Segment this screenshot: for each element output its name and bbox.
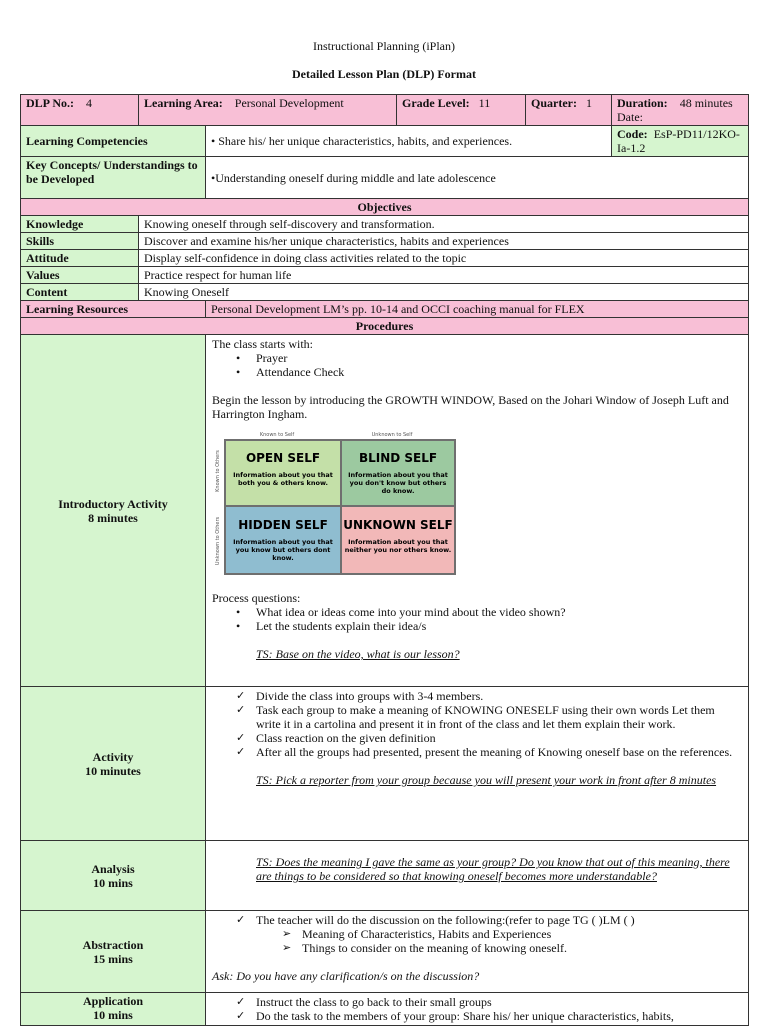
abstraction-time: 15 mins xyxy=(93,951,133,966)
hidden-self-desc-2: you know but others dont xyxy=(235,546,331,554)
blind-self-title: BLIND SELF xyxy=(358,451,438,465)
growth-window-figure xyxy=(212,429,742,577)
objectives-heading: Objectives xyxy=(21,199,749,216)
application-list xyxy=(212,995,742,1023)
key-concepts-row xyxy=(21,157,749,199)
intro-begin-text: Begin the lesson by introducing the GROWTH WINDOW, Based on the Johari Window of Joseph Luft and Harrington Ingham. xyxy=(212,393,729,421)
unknown-self-desc-2: neither you nor others know. xyxy=(344,546,452,554)
objective-row xyxy=(21,267,749,284)
objective-value: Knowing Oneself xyxy=(139,284,749,301)
application-content xyxy=(206,993,749,1026)
activity-label-cell xyxy=(21,687,206,841)
growth-window-svg xyxy=(212,429,458,577)
hidden-self-desc-3: know. xyxy=(272,554,294,562)
quarter-label: Quarter: xyxy=(531,96,577,110)
analysis-label-cell xyxy=(21,841,206,911)
learning-area-value: Personal Development xyxy=(234,96,344,110)
objective-label: Values xyxy=(21,267,139,284)
list-item: • What idea or ideas come into your mind about the video shown? xyxy=(256,605,742,619)
key-concepts-label: Key Concepts/ Understandings to be Developed xyxy=(26,158,198,186)
process-questions-label: Process questions: xyxy=(212,591,301,605)
intro-bullet-list xyxy=(212,351,742,379)
list-item: ➢ Things to consider on the meaning of knowing oneself. xyxy=(302,941,742,955)
abstraction-list xyxy=(212,913,742,927)
blind-self-desc-2: you don't know but others xyxy=(349,479,447,487)
list-item: • Attendance Check xyxy=(256,365,742,379)
list-item: ➢ Meaning of Characteristics, Habits and Experiences xyxy=(302,927,742,941)
activity-content xyxy=(206,687,749,841)
axis-unknown-to-self: Unknown to Self xyxy=(371,432,413,438)
grade-level-cell xyxy=(397,95,526,126)
analysis-time: 10 mins xyxy=(93,875,133,890)
objective-row xyxy=(21,284,749,301)
objective-value: Practice respect for human life xyxy=(139,267,749,284)
procedures-heading: Procedures xyxy=(21,318,749,335)
key-concepts-label-cell xyxy=(21,157,206,199)
dlp-no-value: 4 xyxy=(86,96,92,110)
objective-label: Knowledge xyxy=(21,216,139,233)
objective-row xyxy=(21,250,749,267)
abstraction-row xyxy=(21,911,749,993)
list-item: ✓ Instruct the class to go back to their small groups xyxy=(256,995,742,1009)
objective-value: Display self-confidence in doing class activities related to the topic xyxy=(139,250,749,267)
objective-row xyxy=(21,216,749,233)
activity-list xyxy=(212,689,742,759)
competencies-label: Learning Competencies xyxy=(26,134,148,148)
unknown-self-desc-1: Information about you that xyxy=(348,538,448,546)
application-label: Application xyxy=(82,994,143,1008)
objective-label: Attitude xyxy=(21,250,139,267)
abstraction-ask: Ask: Do you have any clarification/s on the discussion? xyxy=(212,969,480,983)
objective-row xyxy=(21,233,749,250)
application-row xyxy=(21,993,749,1026)
abstraction-sub-list xyxy=(212,927,742,955)
list-item: ✓ Do the task to the members of your group: Share his/ her unique characteristics, habits, xyxy=(256,1009,742,1023)
grade-level-label: Grade Level: xyxy=(402,96,470,110)
axis-unknown-to-others: Unknown to Others xyxy=(215,516,221,566)
learning-area-label: Learning Area: xyxy=(144,96,223,110)
intro-label: Introductory Activity xyxy=(58,496,168,511)
intro-label-cell xyxy=(21,335,206,687)
learning-area-cell xyxy=(139,95,397,126)
objective-label: Skills xyxy=(21,233,139,250)
axis-known-to-self: Known to Self xyxy=(259,432,295,438)
resources-label: Learning Resources xyxy=(21,301,206,318)
objective-label: Content xyxy=(21,284,139,301)
list-item: ✓ Task each group to make a meaning of KNOWING ONESELF using their own words Let them write it in a cartolina and present it in front of the class and let them explain their work. xyxy=(256,703,742,731)
code-cell xyxy=(612,126,749,157)
analysis-row xyxy=(21,841,749,911)
competencies-value-cell xyxy=(206,126,612,157)
quarter-cell xyxy=(526,95,612,126)
date-label: Date: xyxy=(617,110,644,124)
list-item: ✓ After all the groups had presented, present the meaning of Knowing oneself base on the references. xyxy=(256,745,742,759)
key-concepts-value: •Understanding oneself during middle and late adolescence xyxy=(211,170,496,185)
intro-row xyxy=(21,335,749,687)
analysis-content xyxy=(206,841,749,911)
open-self-desc-2: both you & others know. xyxy=(237,479,329,487)
dlp-no-cell xyxy=(21,95,139,126)
open-self-title: OPEN SELF xyxy=(245,451,321,465)
blind-self-desc-1: Information about you that xyxy=(348,471,448,479)
competencies-value: • Share his/ her unique characteristics, habits, and experiences. xyxy=(211,134,513,148)
application-time: 10 mins xyxy=(93,1008,133,1022)
info-row xyxy=(21,95,749,126)
hidden-self-desc-1: Information about you that xyxy=(233,538,333,546)
process-questions-list xyxy=(212,605,742,633)
duration-value: 48 minutes xyxy=(679,96,733,110)
objectives-heading-row xyxy=(21,199,749,216)
activity-time: 10 minutes xyxy=(85,763,141,778)
objective-value: Discover and examine his/her unique characteristics, habits and experiences xyxy=(139,233,749,250)
analysis-ts-note: TS: Does the meaning I gave the same as your group? Do you know that out of this meaning, there are things to be considered so that knowing oneself becomes more understandable? xyxy=(256,855,730,883)
open-self-desc-1: Information about you that xyxy=(233,471,333,479)
unknown-self-title: UNKNOWN SELF xyxy=(343,518,453,532)
duration-label: Duration: xyxy=(617,96,668,110)
quarter-value: 1 xyxy=(586,96,592,110)
list-item: ✓ Divide the class into groups with 3-4 members. xyxy=(256,689,742,703)
competencies-label-cell xyxy=(21,126,206,157)
list-item: ✓ The teacher will do the discussion on the following:(refer to page TG ( )LM ( ) xyxy=(256,913,742,927)
resources-value: Personal Development LM’s pp. 10-14 and OCCI coaching manual for FLEX xyxy=(206,301,749,318)
list-item: • Let the students explain their idea/s xyxy=(256,619,742,633)
activity-row xyxy=(21,687,749,841)
abstraction-content xyxy=(206,911,749,993)
document-subtitle: Detailed Lesson Plan (DLP) Format xyxy=(292,67,476,81)
activity-ts-note: TS: Pick a reporter from your group because you will present your work in front after 8 minutes xyxy=(256,773,717,787)
axis-known-to-others: Known to Others xyxy=(215,450,221,492)
duration-cell xyxy=(612,95,749,126)
activity-label: Activity xyxy=(92,749,134,764)
objective-value: Knowing oneself through self-discovery and transformation. xyxy=(139,216,749,233)
application-label-cell xyxy=(21,993,206,1026)
dlp-no-label: DLP No.: xyxy=(26,96,74,110)
code-label: Code: xyxy=(617,127,648,141)
abstraction-label: Abstraction xyxy=(82,937,144,952)
list-item: ✓ Class reaction on the given definition xyxy=(256,731,742,745)
dlp-table xyxy=(20,94,749,1026)
intro-ts-note: TS: Base on the video, what is our lesson? xyxy=(256,647,460,661)
blind-self-desc-3: do know. xyxy=(381,487,415,495)
analysis-label: Analysis xyxy=(91,861,135,876)
grade-level-value: 11 xyxy=(478,96,491,110)
abstraction-label-cell xyxy=(21,911,206,993)
code-value: EsP-PD11/12KO-Ia-1.2 xyxy=(617,127,740,155)
hidden-self-title: HIDDEN SELF xyxy=(238,518,328,532)
intro-time: 8 minutes xyxy=(88,510,138,525)
resources-row xyxy=(21,301,749,318)
competencies-row xyxy=(21,126,749,157)
list-item: • Prayer xyxy=(256,351,742,365)
procedures-heading-row xyxy=(21,318,749,335)
intro-starts: The class starts with: xyxy=(212,337,313,351)
key-concepts-value-cell xyxy=(206,157,749,199)
document-title: Instructional Planning (iPlan) xyxy=(313,39,455,53)
intro-content xyxy=(206,335,749,687)
